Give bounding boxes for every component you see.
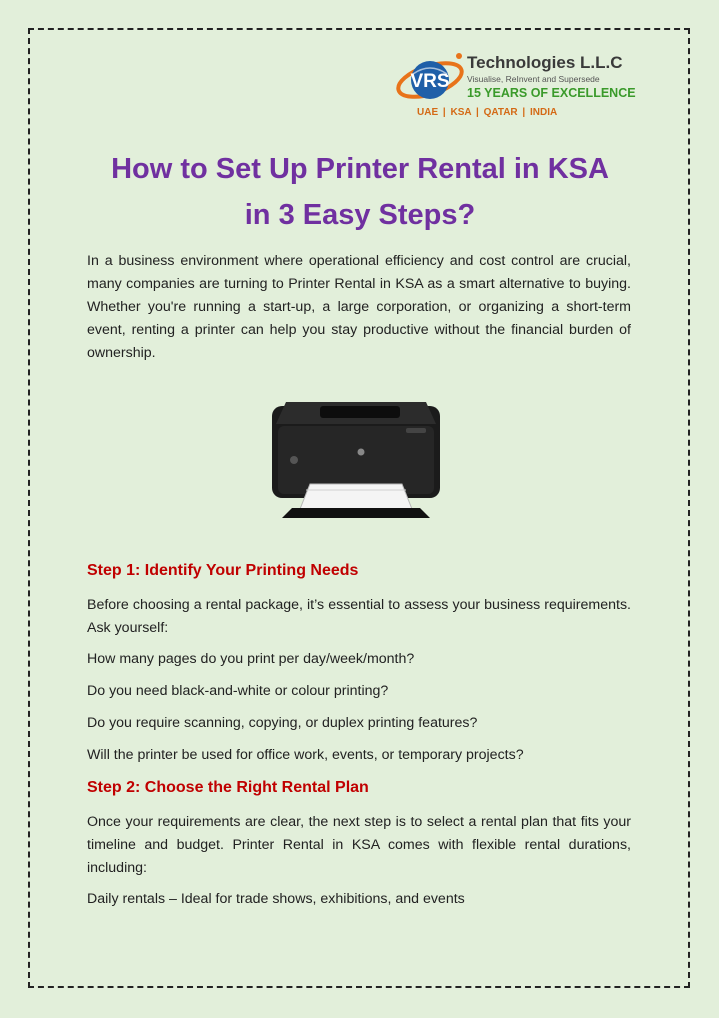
step-1-question: Do you require scanning, copying, or duplex printing features? (87, 715, 478, 731)
step-2-intro: Once your requirements are clear, the next step is to select a rental plan that fits your timeline and budget. Printer Rental in KSA comes with flexible rental durations, including: (87, 814, 631, 876)
vrs-globe-logo-icon (395, 50, 465, 110)
title-line-1: How to Set Up Printer Rental in KSA (111, 153, 609, 185)
logo-regions: UAE | KSA | QATAR | INDIA (417, 107, 558, 118)
step-1-question: Do you need black-and-white or colour printing? (87, 683, 389, 699)
step-2-list-item: Daily rentals – Ideal for trade shows, exhibitions, and events (87, 891, 465, 907)
step-1-question: How many pages do you print per day/week/month? (87, 651, 415, 667)
step-1-question: Will the printer be used for office work, events, or temporary projects? (87, 747, 524, 763)
step-1-intro: Before choosing a rental package, it’s essential to assess your business requirements. Ask yourself: (87, 597, 631, 636)
intro-paragraph: In a business environment where operational efficiency and cost control are crucial, many companies are turning to Printer Rental in KSA as a smart alternative to buying. Whether you're running a start-up, a large corporation, or organizing a short-term event, renting a printer can help you stay productive without the financial burden of ownership. (87, 253, 631, 361)
logo-mark-text: VRS (410, 71, 450, 92)
logo-years-badge: 15 YEARS OF EXCELLENCE (467, 86, 636, 100)
step-1-heading: Step 1: Identify Your Printing Needs (87, 562, 359, 579)
company-logo (395, 50, 635, 125)
logo-company-name: Technologies L.L.C (467, 53, 623, 72)
printer-image (268, 396, 444, 524)
title-line-2: in 3 Easy Steps? (244, 199, 476, 231)
step-2-heading: Step 2: Choose the Right Rental Plan (87, 779, 369, 796)
page-title (60, 146, 660, 238)
logo-tagline: Visualise, ReInvent and Supersede (467, 74, 600, 84)
